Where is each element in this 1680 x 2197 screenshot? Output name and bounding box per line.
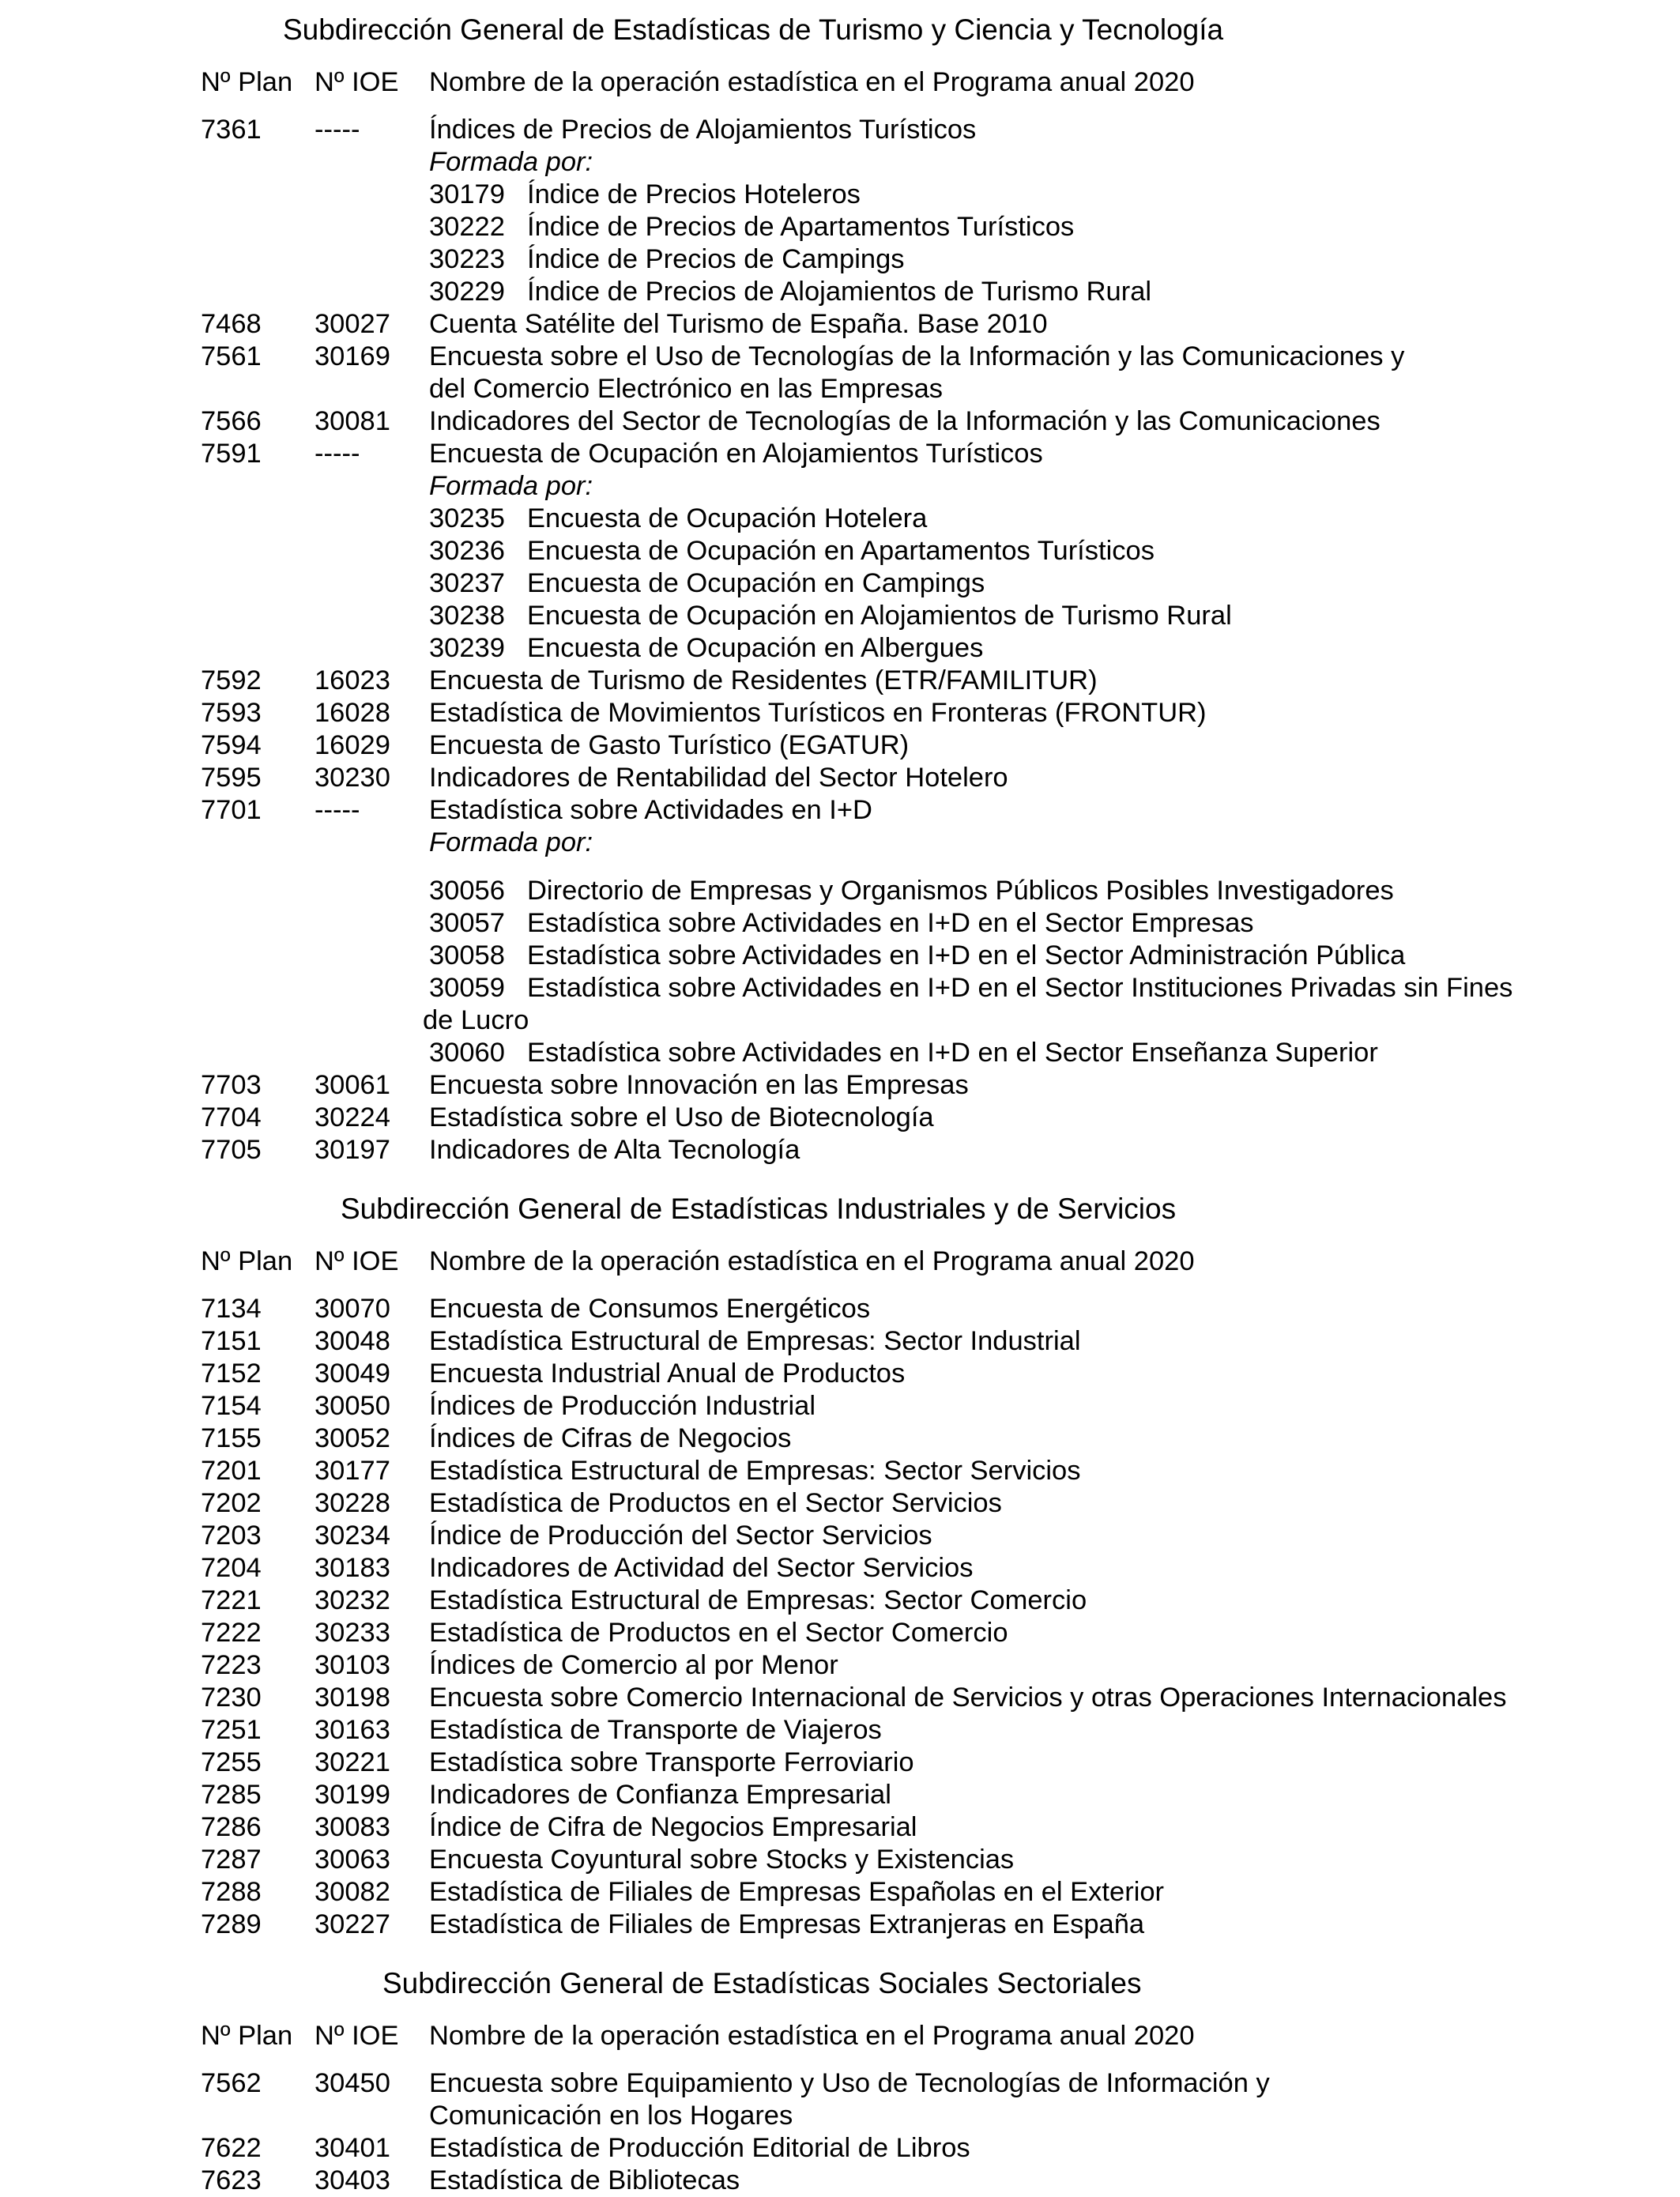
operation-name: Encuesta de Turismo de Residentes (ETR/FAMILITUR) [429, 665, 1098, 695]
ioe-number: 30052 [315, 1423, 390, 1453]
ioe-number: 30103 [315, 1650, 390, 1680]
table-row [0, 1325, 1680, 1358]
operation-name: Estadística de Productos en el Sector Comercio [429, 1618, 1008, 1648]
ioe-number: 30082 [315, 1877, 390, 1907]
sub-item-name: Índice de Precios de Campings [527, 244, 905, 274]
table-row [0, 1069, 1680, 1102]
operation-name: Índices de Producción Industrial [429, 1391, 816, 1421]
ioe-number: 30169 [315, 341, 390, 371]
plan-number: 7562 [201, 2068, 262, 2098]
operation-name: Encuesta sobre Equipamiento y Uso de Tecnologías de Información y [429, 2068, 1270, 2098]
plan-number: 7591 [201, 439, 262, 469]
sub-item-code: 30059 [429, 973, 505, 1003]
ioe-number: 30048 [315, 1326, 390, 1356]
table-row [0, 1909, 1680, 1941]
table-row [0, 1520, 1680, 1552]
operation-name: Indicadores de Alta Tecnología [429, 1135, 800, 1165]
table-row [0, 1293, 1680, 1325]
formada-por-label: Formada por: [429, 827, 593, 857]
ioe-number: 30070 [315, 1294, 390, 1324]
plan-number: 7286 [201, 1812, 262, 1842]
section-title: Subdirección General de Estadísticas de Turismo y Ciencia y Tecnología [283, 13, 1224, 46]
ioe-number: 30081 [315, 406, 390, 436]
formada-por-label: Formada por: [429, 471, 593, 501]
operation-name: Índice de Cifra de Negocios Empresarial [429, 1812, 917, 1842]
header-name: Nombre de la operación estadística en el Programa anual 2020 [429, 1246, 1195, 1276]
sub-item-name: Estadística sobre Actividades en I+D en el Sector Enseñanza Superior [527, 1038, 1378, 1068]
ioe-number: 16029 [315, 730, 390, 760]
operation-name: Encuesta Coyuntural sobre Stocks y Existencias [429, 1845, 1015, 1875]
table-row [0, 341, 1680, 405]
operation-name: Índices de Cifras de Negocios [429, 1423, 792, 1453]
plan-number: 7201 [201, 1456, 262, 1486]
column-header-row [0, 66, 1680, 99]
plan-number: 7701 [201, 795, 262, 825]
table-row [0, 1358, 1680, 1390]
table-row [0, 2067, 1680, 2132]
plan-number: 7251 [201, 1715, 262, 1745]
plan-number: 7468 [201, 309, 262, 339]
plan-number: 7287 [201, 1845, 262, 1875]
sub-item-row [0, 243, 1680, 276]
table-row [0, 1102, 1680, 1134]
table-row [0, 1585, 1680, 1617]
ioe-number: 30049 [315, 1359, 390, 1389]
table-row [0, 1649, 1680, 1682]
section-title: Subdirección General de Estadísticas Sociales Sectoriales [382, 1967, 1142, 1999]
table-row [0, 729, 1680, 762]
operation-name: Indicadores de Confianza Empresarial [429, 1780, 891, 1810]
sub-item-code: 30222 [429, 212, 505, 242]
operation-name: Encuesta de Consumos Energéticos [429, 1294, 871, 1324]
table-row [0, 1487, 1680, 1520]
operation-name: Estadística sobre el Uso de Biotecnología [429, 1102, 934, 1132]
formada-por-row [0, 827, 1680, 859]
ioe-number: 30163 [315, 1715, 390, 1745]
sub-item-name-continued: de Lucro [423, 1005, 529, 1035]
section-title: Subdirección General de Estadísticas Industriales y de Servicios [341, 1193, 1177, 1225]
ioe-number: 30233 [315, 1618, 390, 1648]
sub-item-row [0, 179, 1680, 211]
table-row [0, 697, 1680, 729]
sub-item-row [0, 211, 1680, 243]
table-row [0, 1844, 1680, 1876]
plan-number: 7255 [201, 1747, 262, 1777]
ioe-number: 30198 [315, 1683, 390, 1713]
document-page [0, 11, 1680, 2197]
plan-number: 7592 [201, 665, 262, 695]
plan-number: 7203 [201, 1521, 262, 1551]
plan-number: 7152 [201, 1359, 262, 1389]
section-gap [0, 1166, 1680, 1190]
sub-item-row [0, 503, 1680, 535]
plan-number: 7288 [201, 1877, 262, 1907]
sub-item-row [0, 276, 1680, 308]
operation-name: Encuesta de Ocupación en Alojamientos Turísticos [429, 439, 1043, 469]
operation-name: Estadística sobre Actividades en I+D [429, 795, 872, 825]
operation-name: Índices de Comercio al por Menor [429, 1650, 838, 1680]
sub-item-row [0, 1037, 1680, 1069]
header-plan: Nº Plan [201, 2021, 293, 2051]
plan-number: 7623 [201, 2165, 262, 2195]
sub-item-name: Encuesta de Ocupación Hotelera [527, 503, 928, 533]
ioe-number: 30177 [315, 1456, 390, 1486]
plan-number: 7361 [201, 115, 262, 145]
operation-name: Estadística de Bibliotecas [429, 2165, 740, 2195]
sub-item-code: 30057 [429, 908, 505, 938]
sub-item-code: 30237 [429, 568, 505, 598]
ioe-number: ----- [315, 795, 360, 825]
sub-item-name: Encuesta de Ocupación en Alojamientos de Turismo Rural [527, 601, 1232, 631]
ioe-number: 30221 [315, 1747, 390, 1777]
ioe-number: 30230 [315, 763, 390, 793]
ioe-number: ----- [315, 439, 360, 469]
sub-item-row [0, 907, 1680, 940]
sub-item-row [0, 535, 1680, 567]
table-row [0, 308, 1680, 341]
plan-number: 7202 [201, 1488, 262, 1518]
header-name: Nombre de la operación estadística en el Programa anual 2020 [429, 67, 1195, 97]
operation-name: Estadística de Movimientos Turísticos en Fronteras (FRONTUR) [429, 698, 1207, 728]
table-row [0, 665, 1680, 697]
operation-name-continued: del Comercio Electrónico en las Empresas [429, 374, 944, 404]
operation-name: Índice de Producción del Sector Servicios [429, 1521, 932, 1551]
ioe-number: 30227 [315, 1909, 390, 1939]
sub-item-name: Estadística sobre Actividades en I+D en el Sector Administración Pública [527, 940, 1406, 970]
operation-name: Encuesta sobre Innovación en las Empresas [429, 1070, 969, 1100]
operation-name: Estadística Estructural de Empresas: Sector Industrial [429, 1326, 1081, 1356]
plan-number: 7622 [201, 2133, 262, 2163]
table-row [0, 405, 1680, 438]
ioe-number: 30061 [315, 1070, 390, 1100]
table-row [0, 1617, 1680, 1649]
sub-item-row [0, 632, 1680, 665]
sub-item-code: 30223 [429, 244, 505, 274]
table-row [0, 1682, 1680, 1714]
plan-number: 7154 [201, 1391, 262, 1421]
table-row [0, 1714, 1680, 1747]
ioe-number: 30234 [315, 1521, 390, 1551]
ioe-number: 30027 [315, 309, 390, 339]
sub-item-row [0, 972, 1680, 1037]
operation-name: Encuesta Industrial Anual de Productos [429, 1359, 906, 1389]
operation-name: Estadística sobre Transporte Ferroviario [429, 1747, 914, 1777]
ioe-number: 30232 [315, 1585, 390, 1615]
sub-item-name: Índice de Precios de Alojamientos de Turismo Rural [527, 277, 1152, 307]
sub-item-name: Encuesta de Ocupación en Albergues [527, 633, 984, 663]
sub-item-code: 30238 [429, 601, 505, 631]
plan-number: 7230 [201, 1683, 262, 1713]
plan-number: 7593 [201, 698, 262, 728]
operation-name: Estadística Estructural de Empresas: Sector Comercio [429, 1585, 1087, 1615]
plan-number: 7155 [201, 1423, 262, 1453]
operation-name: Indicadores del Sector de Tecnologías de la Información y las Comunicaciones [429, 406, 1381, 436]
operation-name: Encuesta de Gasto Turístico (EGATUR) [429, 730, 910, 760]
sub-item-code: 30179 [429, 179, 505, 209]
table-row [0, 114, 1680, 146]
plan-number: 7285 [201, 1780, 262, 1810]
row-gap [0, 859, 1680, 875]
header-plan: Nº Plan [201, 67, 293, 97]
ioe-number: 30401 [315, 2133, 390, 2163]
formada-por-row [0, 470, 1680, 503]
sub-item-row [0, 567, 1680, 600]
ioe-number: 30197 [315, 1135, 390, 1165]
table-row [0, 1455, 1680, 1487]
plan-number: 7561 [201, 341, 262, 371]
sub-item-code: 30058 [429, 940, 505, 970]
sub-item-row [0, 940, 1680, 972]
ioe-number: 16028 [315, 698, 390, 728]
operation-name: Encuesta sobre Comercio Internacional de Servicios y otras Operaciones Internacionales [429, 1683, 1507, 1713]
ioe-number: 30183 [315, 1553, 390, 1583]
table-row [0, 438, 1680, 470]
ioe-number: 30450 [315, 2068, 390, 2098]
operation-name: Indicadores de Rentabilidad del Sector Hotelero [429, 763, 1008, 793]
plan-number: 7223 [201, 1650, 262, 1680]
table-row [0, 2165, 1680, 2197]
plan-number: 7704 [201, 1102, 262, 1132]
sub-item-name: Índice de Precios de Apartamentos Turísticos [527, 212, 1075, 242]
header-name: Nombre de la operación estadística en el Programa anual 2020 [429, 2021, 1195, 2051]
plan-number: 7134 [201, 1294, 262, 1324]
section-gap [0, 1941, 1680, 1965]
sub-item-code: 30239 [429, 633, 505, 663]
table-row [0, 1552, 1680, 1585]
plan-number: 7705 [201, 1135, 262, 1165]
operation-name: Estadística de Filiales de Empresas Españolas en el Exterior [429, 1877, 1165, 1907]
table-row [0, 1423, 1680, 1455]
table-row [0, 1779, 1680, 1811]
table-row [0, 762, 1680, 794]
plan-number: 7289 [201, 1909, 262, 1939]
header-ioe: Nº IOE [315, 67, 399, 97]
ioe-number: 30228 [315, 1488, 390, 1518]
ioe-number: 30050 [315, 1391, 390, 1421]
plan-number: 7703 [201, 1070, 262, 1100]
operation-name: Estadística de Transporte de Viajeros [429, 1715, 882, 1745]
ioe-number: 30224 [315, 1102, 390, 1132]
sub-item-code: 30235 [429, 503, 505, 533]
sub-item-name: Directorio de Empresas y Organismos Públicos Posibles Investigadores [527, 876, 1394, 906]
table-row [0, 1876, 1680, 1909]
plan-number: 7594 [201, 730, 262, 760]
formada-por-row [0, 146, 1680, 179]
table-row [0, 1811, 1680, 1844]
table-row [0, 1390, 1680, 1423]
plan-number: 7566 [201, 406, 262, 436]
sub-item-name: Encuesta de Ocupación en Apartamentos Turísticos [527, 536, 1155, 566]
sub-item-code: 30056 [429, 876, 505, 906]
plan-number: 7595 [201, 763, 262, 793]
ioe-number: 16023 [315, 665, 390, 695]
ioe-number: 30403 [315, 2165, 390, 2195]
header-ioe: Nº IOE [315, 1246, 399, 1276]
table-row [0, 1134, 1680, 1166]
formada-por-label: Formada por: [429, 147, 593, 177]
operation-name-continued: Comunicación en los Hogares [429, 2101, 793, 2131]
sub-item-row [0, 875, 1680, 907]
sub-item-code: 30060 [429, 1038, 505, 1068]
column-header-row [0, 2020, 1680, 2052]
column-header-row [0, 1245, 1680, 1278]
plan-number: 7151 [201, 1326, 262, 1356]
plan-number: 7222 [201, 1618, 262, 1648]
operation-name: Indicadores de Actividad del Sector Servicios [429, 1553, 974, 1583]
table-row [0, 1747, 1680, 1779]
operation-name: Estadística de Productos en el Sector Servicios [429, 1488, 1002, 1518]
operation-name: Estadística de Producción Editorial de Libros [429, 2133, 970, 2163]
table-row [0, 2132, 1680, 2165]
header-ioe: Nº IOE [315, 2021, 399, 2051]
sub-item-code: 30236 [429, 536, 505, 566]
sub-item-code: 30229 [429, 277, 505, 307]
operation-name: Estadística Estructural de Empresas: Sector Servicios [429, 1456, 1081, 1486]
ioe-number: ----- [315, 115, 360, 145]
operation-name: Cuenta Satélite del Turismo de España. Base 2010 [429, 309, 1048, 339]
sub-item-name: Encuesta de Ocupación en Campings [527, 568, 985, 598]
operation-name: Índices de Precios de Alojamientos Turísticos [429, 115, 977, 145]
ioe-number: 30063 [315, 1845, 390, 1875]
ioe-number: 30199 [315, 1780, 390, 1810]
sub-item-name: Estadística sobre Actividades en I+D en el Sector Instituciones Privadas sin Fines [527, 973, 1513, 1003]
ioe-number: 30083 [315, 1812, 390, 1842]
sub-item-name: Estadística sobre Actividades en I+D en el Sector Empresas [527, 908, 1254, 938]
operation-name: Encuesta sobre el Uso de Tecnologías de la Información y las Comunicaciones y [429, 341, 1405, 371]
table-row [0, 794, 1680, 827]
operation-name: Estadística de Filiales de Empresas Extranjeras en España [429, 1909, 1145, 1939]
plan-number: 7204 [201, 1553, 262, 1583]
plan-number: 7221 [201, 1585, 262, 1615]
header-plan: Nº Plan [201, 1246, 293, 1276]
sub-item-row [0, 600, 1680, 632]
sub-item-name: Índice de Precios Hoteleros [527, 179, 861, 209]
